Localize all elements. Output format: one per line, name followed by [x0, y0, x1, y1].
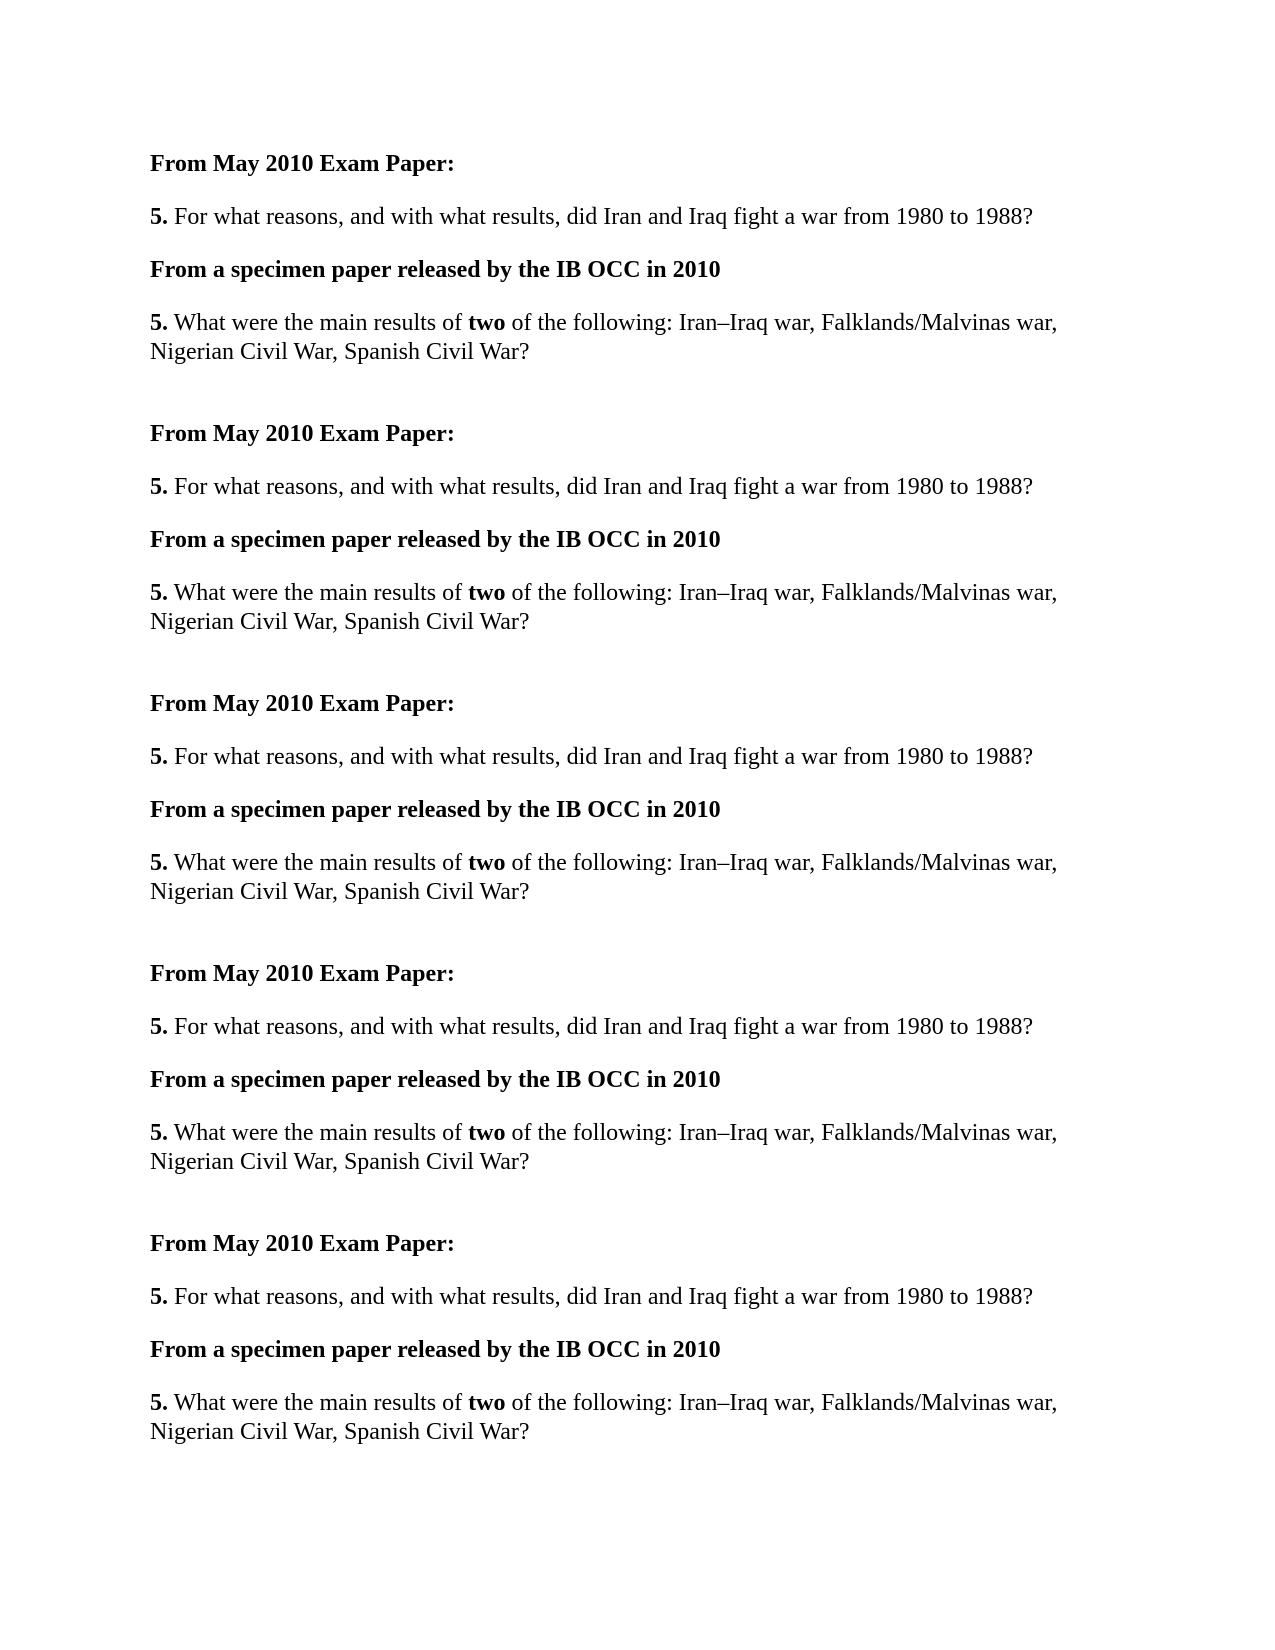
- question-text: For what reasons, and with what results, did Iran and Iraq fight a war from 1980 to 1988?: [168, 1284, 1034, 1310]
- question-1: [150, 1283, 1033, 1312]
- question-number: 5.: [150, 310, 168, 336]
- section-heading: From May 2010 Exam Paper:: [150, 961, 455, 987]
- section-heading: From a specimen paper released by the IB OCC in 2010: [150, 797, 721, 823]
- section-heading: From May 2010 Exam Paper:: [150, 1231, 455, 1257]
- emphasis-text: two: [468, 1390, 506, 1416]
- section-heading: From a specimen paper released by the IB OCC in 2010: [150, 527, 721, 553]
- question-2-continued: Nigerian Civil War, Spanish Civil War?: [150, 879, 530, 905]
- section-heading: From a specimen paper released by the IB OCC in 2010: [150, 257, 721, 283]
- emphasis-text: two: [468, 1120, 506, 1146]
- question-number: 5.: [150, 1284, 168, 1310]
- question-text: What were the main results of: [168, 310, 469, 336]
- question-text: What were the main results of: [168, 1390, 469, 1416]
- question-2-continued: Nigerian Civil War, Spanish Civil War?: [150, 1149, 530, 1175]
- question-text: What were the main results of: [168, 1120, 469, 1146]
- question-number: 5.: [150, 474, 168, 500]
- question-2-continued: Nigerian Civil War, Spanish Civil War?: [150, 339, 530, 365]
- question-number: 5.: [150, 204, 168, 230]
- question-text: What were the main results of: [168, 580, 469, 606]
- question-2: [150, 309, 1057, 338]
- question-number: 5.: [150, 850, 168, 876]
- question-number: 5.: [150, 1390, 168, 1416]
- question-text: of the following: Iran–Iraq war, Falklands/Malvinas war,: [505, 1390, 1058, 1416]
- question-text: For what reasons, and with what results, did Iran and Iraq fight a war from 1980 to 1988?: [168, 744, 1034, 770]
- question-text: of the following: Iran–Iraq war, Falklands/Malvinas war,: [505, 1120, 1058, 1146]
- question-text: For what reasons, and with what results, did Iran and Iraq fight a war from 1980 to 1988?: [168, 204, 1034, 230]
- emphasis-text: two: [468, 310, 506, 336]
- question-text: of the following: Iran–Iraq war, Falklands/Malvinas war,: [505, 850, 1058, 876]
- question-2: [150, 579, 1057, 608]
- question-text: of the following: Iran–Iraq war, Falklands/Malvinas war,: [505, 580, 1058, 606]
- question-text: of the following: Iran–Iraq war, Falklands/Malvinas war,: [505, 310, 1058, 336]
- question-text: For what reasons, and with what results, did Iran and Iraq fight a war from 1980 to 1988?: [168, 474, 1034, 500]
- question-number: 5.: [150, 1014, 168, 1040]
- question-1: [150, 203, 1033, 232]
- question-2-continued: Nigerian Civil War, Spanish Civil War?: [150, 1419, 530, 1445]
- question-1: [150, 743, 1033, 772]
- section-heading: From May 2010 Exam Paper:: [150, 691, 455, 717]
- section-heading: From May 2010 Exam Paper:: [150, 151, 455, 177]
- question-text: What were the main results of: [168, 850, 469, 876]
- section-heading: From a specimen paper released by the IB OCC in 2010: [150, 1337, 721, 1363]
- question-text: For what reasons, and with what results, did Iran and Iraq fight a war from 1980 to 1988?: [168, 1014, 1034, 1040]
- question-2: [150, 1119, 1057, 1148]
- question-1: [150, 473, 1033, 502]
- section-heading: From a specimen paper released by the IB OCC in 2010: [150, 1067, 721, 1093]
- question-number: 5.: [150, 744, 168, 770]
- emphasis-text: two: [468, 850, 506, 876]
- question-2-continued: Nigerian Civil War, Spanish Civil War?: [150, 609, 530, 635]
- question-number: 5.: [150, 1120, 168, 1146]
- question-2: [150, 1389, 1057, 1418]
- question-1: [150, 1013, 1033, 1042]
- section-heading: From May 2010 Exam Paper:: [150, 421, 455, 447]
- question-2: [150, 849, 1057, 878]
- emphasis-text: two: [468, 580, 506, 606]
- question-number: 5.: [150, 580, 168, 606]
